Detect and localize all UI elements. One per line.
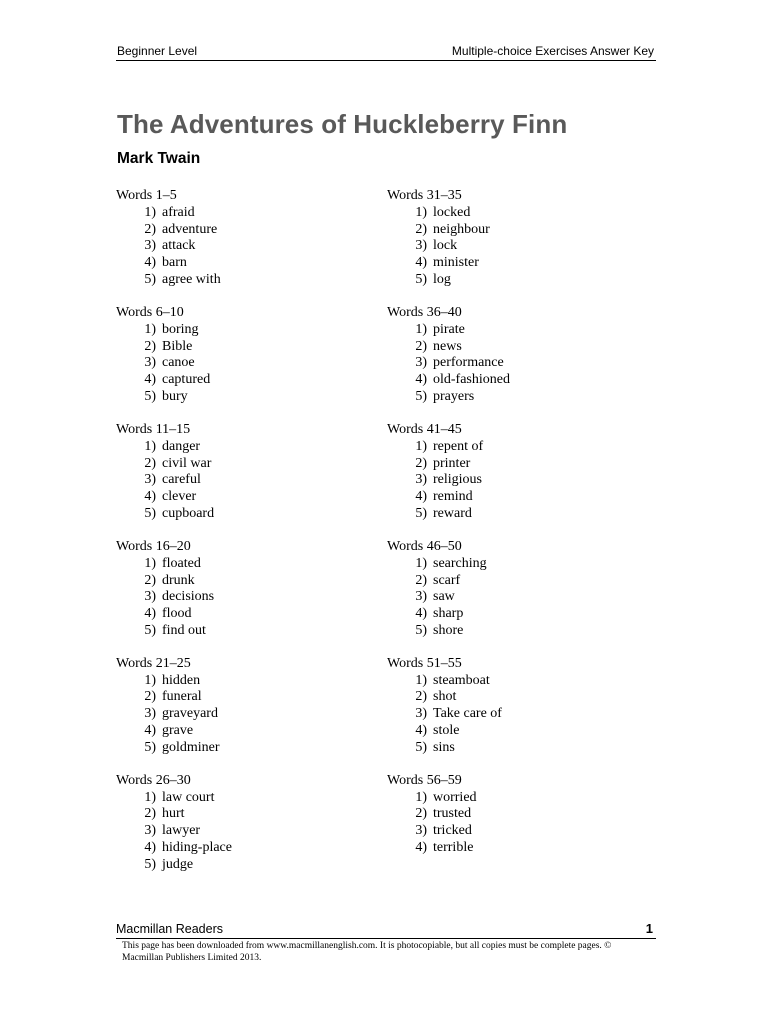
answer-number: 5) [415,739,427,755]
answer-number: 4) [144,723,156,739]
answer-word: agree with [162,271,221,287]
answer-word: bury [162,388,188,404]
answer-word: saw [433,589,455,605]
answer-word: careful [162,472,201,488]
answer-item [116,355,376,372]
answer-item [116,706,376,723]
word-group [116,188,376,289]
answer-item [116,339,376,356]
answer-item [116,389,376,406]
word-group-title: Words 56–59 [387,772,462,788]
answer-word: prayers [433,388,475,404]
answer-number: 3) [144,823,156,839]
answer-item [387,689,647,706]
answer-item [387,255,647,272]
answer-word: decisions [162,589,215,605]
word-group [116,305,376,406]
answer-word: canoe [162,355,195,371]
answer-number: 5) [144,622,156,638]
answer-word: barn [162,255,187,271]
publisher-brand: Macmillan Readers [116,922,223,936]
answer-item [116,322,376,339]
word-group-title: Words 11–15 [116,421,191,437]
answer-item [387,272,647,289]
answer-item [116,556,376,573]
answer-word: terrible [433,840,474,856]
page-footer [116,921,656,939]
answer-number: 3) [144,355,156,371]
answer-column-right [387,188,647,873]
answer-item [387,506,647,523]
answer-item [116,606,376,623]
answer-item [116,840,376,857]
answer-word: adventure [162,221,218,237]
word-group [387,188,647,289]
answer-number: 1) [144,672,156,688]
answer-word: floated [162,555,201,571]
word-group-title: Words 1–5 [116,188,177,203]
answer-number: 3) [144,589,156,605]
word-group [387,656,647,757]
answer-word: trusted [433,806,472,822]
answer-number: 5) [144,739,156,755]
answer-item [387,205,647,222]
answer-number: 5) [415,622,427,638]
answer-number: 2) [415,221,427,237]
answer-word: reward [433,505,472,521]
answer-number: 4) [415,606,427,622]
answer-number: 1) [415,555,427,571]
answer-item [387,623,647,640]
answer-word: remind [433,489,473,505]
answer-word: captured [162,372,211,388]
answer-number: 3) [415,706,427,722]
answer-item [116,723,376,740]
answer-number: 3) [415,355,427,371]
word-group-title: Words 21–25 [116,655,191,671]
word-group-title: Words 46–50 [387,538,462,554]
word-group [387,773,647,857]
answer-word: cupboard [162,505,215,521]
answer-number: 5) [144,505,156,521]
answer-word: performance [433,355,504,371]
answer-number: 1) [144,555,156,571]
answer-item [116,689,376,706]
answer-word: clever [162,489,197,505]
word-group-title: Words 6–10 [116,304,184,320]
answer-number: 2) [144,338,156,354]
answer-word: stole [433,723,460,739]
answer-number: 2) [415,806,427,822]
answer-number: 3) [144,472,156,488]
answer-item [116,573,376,590]
answer-item [387,472,647,489]
word-group [116,539,376,640]
word-group [387,305,647,406]
answer-number: 1) [144,438,156,454]
answer-word: pirate [433,321,465,337]
answer-key-label: Multiple-choice Exercises Answer Key [451,44,654,58]
answer-word: printer [433,455,471,471]
answer-item [116,740,376,757]
answer-number: 5) [144,271,156,287]
answer-item [387,573,647,590]
answer-number: 3) [415,589,427,605]
answer-number: 2) [144,689,156,705]
answer-item [387,389,647,406]
answer-item [387,790,647,807]
book-title: The Adventures of Huckleberry Finn [117,109,568,139]
answer-item [387,355,647,372]
answer-word: steamboat [433,672,490,688]
answer-item [116,456,376,473]
answer-item [387,723,647,740]
answer-item [387,439,647,456]
word-group-title: Words 31–35 [387,188,462,203]
answer-item [116,589,376,606]
answer-number: 5) [415,271,427,287]
answer-item [387,322,647,339]
answer-item [387,556,647,573]
answer-item [387,222,647,239]
answer-number: 2) [144,572,156,588]
answer-word: shore [433,622,464,638]
answer-item [387,372,647,389]
answer-number: 2) [415,455,427,471]
answer-item [116,272,376,289]
word-group [116,773,376,874]
word-group [116,422,376,523]
answer-number: 1) [415,789,427,805]
answer-number: 1) [144,789,156,805]
word-group-title: Words 36–40 [387,304,462,320]
page-header [116,42,656,61]
answer-item [116,372,376,389]
answer-number: 4) [415,840,427,856]
answer-word: Take care of [433,706,502,722]
answer-number: 4) [415,723,427,739]
answer-number: 2) [415,338,427,354]
page-number: 1 [645,921,653,936]
answer-item [116,489,376,506]
answer-word: news [433,338,462,354]
author-name: Mark Twain [117,150,201,167]
answer-word: scarf [433,572,461,588]
answer-number: 5) [144,388,156,404]
answer-number: 5) [415,388,427,404]
answer-number: 5) [144,856,156,872]
answer-number: 3) [415,823,427,839]
answer-word: judge [162,856,194,872]
answer-word: Bible [162,338,193,354]
word-group-title: Words 51–55 [387,655,462,671]
answer-word: religious [433,472,482,488]
answer-word: boring [162,321,199,337]
answer-word: old-fashioned [433,372,510,388]
answer-item [116,673,376,690]
answer-item [116,439,376,456]
answer-number: 2) [144,806,156,822]
answer-item [387,489,647,506]
answer-word: sins [433,739,455,755]
answer-word: find out [162,622,206,638]
word-group [387,539,647,640]
answer-item [116,623,376,640]
answer-number: 4) [415,255,427,271]
answer-number: 2) [415,572,427,588]
word-group-title: Words 16–20 [116,538,191,554]
answer-number: 3) [144,706,156,722]
answer-item [387,806,647,823]
word-group [116,656,376,757]
answer-word: civil war [162,455,212,471]
answer-word: grave [162,723,194,739]
answer-item [387,238,647,255]
answer-word: sharp [433,606,464,622]
answer-item [116,806,376,823]
answer-number: 1) [415,204,427,220]
answer-word: lawyer [162,823,201,839]
answer-item [387,606,647,623]
answer-column-left [116,188,376,890]
answer-word: drunk [162,572,195,588]
answer-number: 4) [415,372,427,388]
answer-word: funeral [162,689,202,705]
answer-word: neighbour [433,221,490,237]
answer-word: graveyard [162,706,218,722]
answer-word: searching [433,555,487,571]
answer-item [387,456,647,473]
answer-number: 1) [144,204,156,220]
answer-number: 4) [144,255,156,271]
answer-item [387,823,647,840]
answer-word: afraid [162,204,195,220]
answer-word: hidden [162,672,201,688]
answer-item [387,339,647,356]
answer-word: hurt [162,806,185,822]
answer-number: 3) [415,472,427,488]
answer-item [387,673,647,690]
answer-word: shot [433,689,457,705]
answer-number: 2) [144,221,156,237]
answer-word: locked [433,204,471,220]
answer-number: 4) [144,840,156,856]
answer-word: attack [162,238,196,254]
answer-word: lock [433,238,458,254]
answer-item [116,857,376,874]
answer-word: minister [433,255,479,271]
answer-number: 1) [144,321,156,337]
answer-number: 3) [415,238,427,254]
answer-item [116,472,376,489]
answer-number: 1) [415,672,427,688]
level-label: Beginner Level [117,44,198,58]
answer-number: 4) [415,489,427,505]
answer-word: goldminer [162,739,220,755]
answer-item [116,222,376,239]
answer-number: 5) [415,505,427,521]
answer-item [116,823,376,840]
answer-item [387,706,647,723]
word-group-title: Words 41–45 [387,421,462,437]
answer-number: 3) [144,238,156,254]
answer-number: 1) [415,321,427,337]
answer-item [116,238,376,255]
answer-number: 2) [415,689,427,705]
copyright-note: This page has been downloaded from www.macmillanenglish.com. It is photocopiable, but all copies must be complete pages. © Macmillan Publishers Limited 2013. [122,941,612,963]
answer-word: law court [162,789,215,805]
answer-word: repent of [433,438,484,454]
answer-word: hiding-place [162,840,232,856]
answer-item [116,255,376,272]
answer-word: flood [162,606,192,622]
answer-word: tricked [433,823,472,839]
answer-number: 4) [144,489,156,505]
answer-item [387,840,647,857]
answer-item [387,589,647,606]
answer-item [116,790,376,807]
answer-number: 4) [144,372,156,388]
answer-number: 4) [144,606,156,622]
word-group [387,422,647,523]
answer-word: worried [433,789,477,805]
answer-number: 1) [415,438,427,454]
answer-item [387,740,647,757]
answer-word: danger [162,438,201,454]
answer-item [116,205,376,222]
answer-word: log [433,271,451,287]
answer-item [116,506,376,523]
answer-number: 2) [144,455,156,471]
word-group-title: Words 26–30 [116,772,191,788]
